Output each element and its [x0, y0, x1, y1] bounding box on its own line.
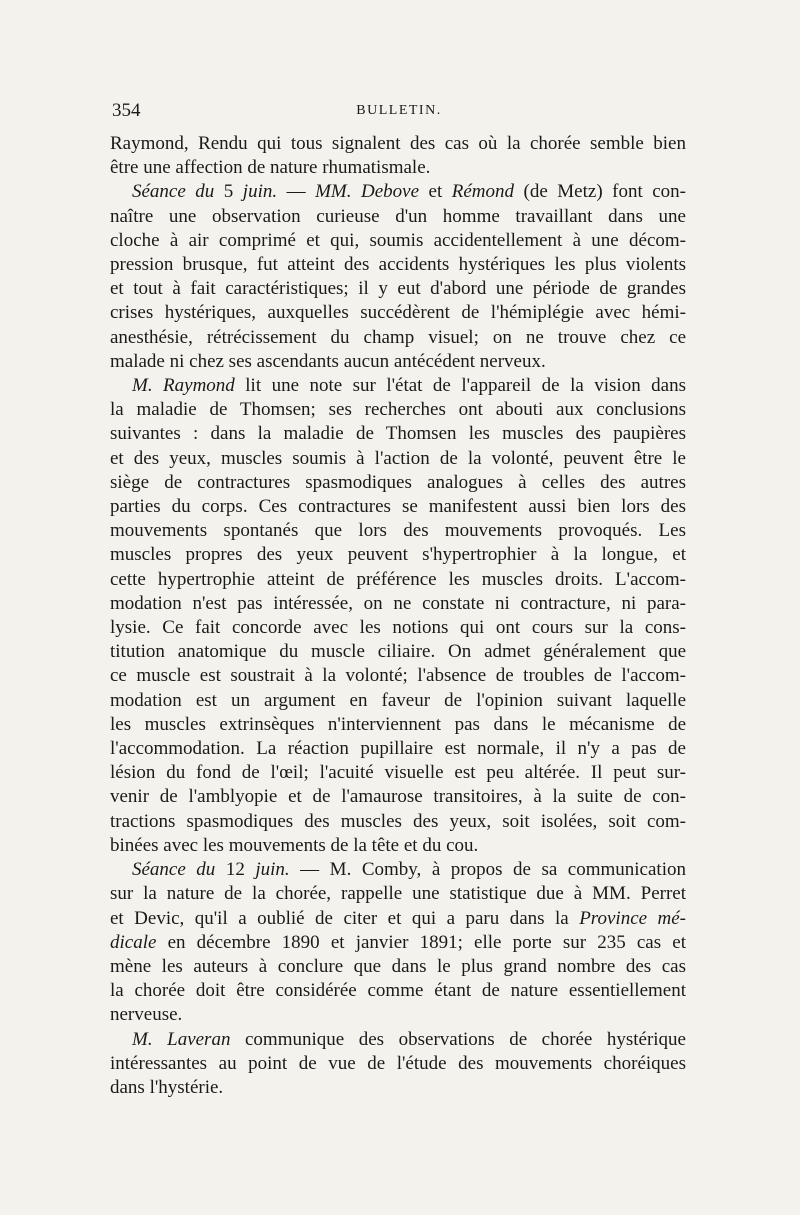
text-line: suivantes : dans la maladie de Thomsen les muscles des paupières — [110, 423, 686, 445]
text-run: en décembre 1890 et janvier 1891; elle porte sur 235 cas et — [156, 931, 686, 953]
text-line: dans l'hystérie. — [110, 1076, 224, 1098]
text-line: et tout à fait caractéristiques; il y eut d'abord une période de grandes — [110, 278, 686, 300]
author-title: MM. — [315, 181, 352, 203]
text-run: communique des observations de chorée hystérique — [230, 1028, 686, 1050]
text-line: l'accommodation. La réaction pupillaire est normale, il n'y a pas de — [110, 738, 686, 760]
text-run: lit une note sur l'état de l'appareil de la vision dans — [234, 375, 686, 397]
text-line: modation est un argument en faveur de l'opinion suivant laquelle — [110, 689, 686, 711]
text-line — [110, 374, 686, 398]
text-line: mène les auteurs à conclure que dans le plus grand nombre des cas — [110, 955, 686, 977]
dash: — — [277, 181, 316, 203]
date-month: juin. — [242, 181, 278, 203]
date-day: 5 — [214, 181, 243, 203]
text-line: mouvements spontanés que lors des mouvements provoqués. Les — [110, 520, 686, 542]
text-line — [110, 858, 686, 882]
text-line: titution anatomique du muscle ciliaire. On admet généralement que — [110, 641, 686, 663]
text-line: crises hystériques, auxquelles succédèrent de l'hémiplégie avec hémi- — [110, 302, 686, 324]
page-header — [112, 100, 686, 124]
text-line — [110, 180, 686, 204]
text-line: nerveuse. — [110, 1004, 183, 1026]
text-line: lésion du fond de l'œil; l'acuité visuelle est peu altérée. Il peut sur- — [110, 762, 686, 784]
text-run: et Devic, qu'il a oublié de citer et qui a paru dans la — [110, 907, 580, 929]
text-line — [110, 907, 686, 931]
text-line: anesthésie, rétrécissement du champ visuel; on ne trouve chez ce — [110, 326, 686, 348]
text-line: modation n'est pas intéressée, on ne constate ni contracture, ni para- — [110, 592, 686, 614]
author-name: Debove — [351, 181, 420, 203]
author-name: Rémond — [451, 181, 515, 203]
text-line: être une affection de nature rhumatismale. — [110, 157, 431, 179]
author-name: M. Raymond — [132, 375, 235, 397]
text-line: tractions spasmodiques des muscles des yeux, soit isolées, soit com- — [110, 810, 686, 832]
text-line: Raymond, Rendu qui tous signalent des cas où la chorée semble bien — [110, 133, 686, 154]
author-name: M. Laveran — [132, 1028, 231, 1050]
text-line: les muscles extrinsèques n'interviennent pas dans le mécanisme de — [110, 713, 686, 735]
text-line: la chorée doit être considérée comme étant de nature essentiellement — [110, 980, 686, 1002]
page-number: 354 — [112, 100, 141, 121]
text-line: cette hypertrophie atteint de préférence les muscles droits. L'accom- — [110, 568, 686, 590]
text-line: intéressantes au point de vue de l'étude des mouvements choréiques — [110, 1052, 686, 1074]
text-run: — M. Comby, à propos de sa communication — [289, 859, 686, 881]
text-line: binées avec les mouvements de la tête et du cou. — [110, 834, 479, 856]
text-line: lysie. Ce fait concorde avec les notions qui ont cours sur la cons- — [110, 617, 686, 639]
journal-title: Province mé- — [579, 907, 687, 929]
text-line: muscles propres des yeux peuvent s'hypertrophier à la longue, et — [110, 544, 686, 566]
text-line — [110, 931, 686, 955]
text-line: parties du corps. Ces contractures se manifestent aussi bien lors des — [110, 496, 686, 518]
text-line: naître une observation curieuse d'un homme travaillant dans une — [110, 205, 686, 227]
text-line: sur la nature de la chorée, rappelle une statistique due à MM. Perret — [110, 883, 686, 905]
date-month: juin. — [255, 859, 290, 881]
seance-label: Séance du — [132, 859, 216, 881]
date-day: 12 — [215, 859, 256, 881]
text-line: ce muscle est soustrait à la volonté; l'absence de troubles de l'accom- — [110, 665, 686, 687]
seance-label: Séance du — [132, 181, 215, 203]
journal-title: dicale — [110, 931, 157, 953]
page-body — [110, 132, 686, 1100]
text-line: siège de contractures spasmodiques analogues à celles des autres — [110, 471, 686, 493]
text-line — [110, 1028, 686, 1052]
text-line: malade ni chez ses ascendants aucun antécédent nerveux. — [110, 350, 546, 372]
conjunction: et — [419, 181, 452, 203]
text-line: pression brusque, fut atteint des accidents hystériques les plus violents — [110, 254, 686, 276]
text-line: cloche à air comprimé et qui, soumis accidentellement à une décom- — [110, 229, 686, 251]
running-title: BULLETIN. — [356, 103, 442, 118]
text-line: et des yeux, muscles soumis à l'action de la volonté, peuvent être le — [110, 447, 686, 469]
text-run: (de Metz) font con- — [514, 181, 687, 203]
text-line: la maladie de Thomsen; ses recherches ont abouti aux conclusions — [110, 399, 686, 421]
text-line: venir de l'amblyopie et de l'amaurose transitoires, à la suite de con- — [110, 786, 686, 808]
